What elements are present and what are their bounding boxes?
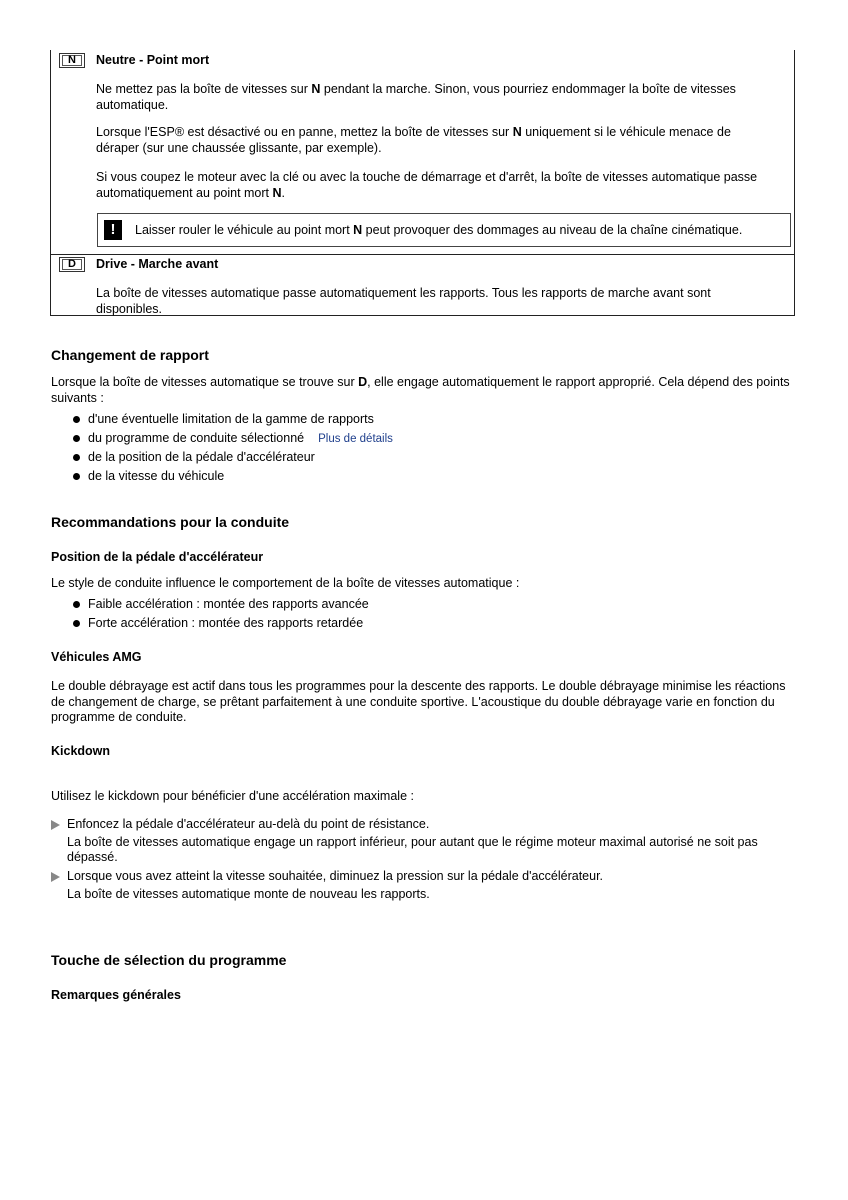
accel-heading: Position de la pédale d'accélérateur bbox=[51, 550, 264, 564]
amg-heading: Véhicules AMG bbox=[51, 650, 142, 664]
gear-n-badge-icon: N bbox=[59, 53, 85, 68]
driving-heading: Recommandations pour la conduite bbox=[51, 514, 290, 530]
list-item: Forte accélération : montée des rapports retardée bbox=[72, 616, 369, 635]
kickdown-step-2: Lorsque vous avez atteint la vitesse souhaitée, diminuez la pression sur la pédale d'accélérateur. La boîte de vitesses automatique monte de nouveau les rapports. bbox=[51, 869, 791, 902]
list-item: Faible accélération : montée des rapports avancée bbox=[72, 597, 369, 616]
step-arrow-icon bbox=[51, 820, 60, 830]
list-item: du programme de conduite sélectionné Plus de détails bbox=[72, 431, 393, 450]
drive-paragraph: La boîte de vitesses automatique passe automatiquement les rapports. Tous les rapports de marche avant sont disponibles. bbox=[96, 286, 711, 316]
neutral-paragraph-2: Lorsque l'ESP® est désactivé ou en panne, mettez la boîte de vitesses sur N uniquement si le véhicule menace de déraper (sur une chaussée glissante, par exemple). bbox=[96, 125, 731, 155]
kickdown-step-1: Enfoncez la pédale d'accélérateur au-delà du point de résistance. La boîte de vitesses automatique engage un rapport inférieur, pour autant que le régime moteur maximal autorisé ne soit pas dépassé. bbox=[51, 817, 791, 866]
neutral-paragraph-1: Ne mettez pas la boîte de vitesses sur N pendant la marche. Sinon, vous pourriez endommager la boîte de vitesses automatique. bbox=[96, 82, 736, 112]
gear-d-badge-icon: D bbox=[59, 257, 85, 272]
warning-icon: ! bbox=[104, 220, 122, 240]
warning-text: Laisser rouler le véhicule au point mort N peut provoquer des dommages au niveau de la chaîne cinématique. bbox=[135, 223, 743, 237]
neutral-paragraph-3: Si vous coupez le moteur avec la clé ou avec la touche de démarrage et d'arrêt, la boîte de vitesses automatique passe automatiquement au point mort N. bbox=[96, 170, 758, 200]
driveline-warning-box bbox=[97, 213, 791, 247]
accel-list bbox=[72, 597, 369, 635]
shift-intro: Lorsque la boîte de vitesses automatique se trouve sur D, elle engage automatiquement le rapport approprié. Cela dépend des points suivants : bbox=[51, 375, 790, 405]
accel-intro: Le style de conduite influence le comportement de la boîte de vitesses automatique : bbox=[51, 576, 520, 590]
row-divider bbox=[51, 254, 794, 255]
list-item: d'une éventuelle limitation de la gamme de rapports bbox=[72, 412, 393, 431]
list-item: de la vitesse du véhicule bbox=[72, 469, 393, 488]
gear-position-table bbox=[50, 50, 795, 316]
amg-text: Le double débrayage est actif dans tous les programmes pour la descente des rapports. Le double débrayage minimise les réactions de changement de charge, se prêtant parfaitement à une conduite sportive. L'acoustique du double débrayage varie en fonction du programme de conduite. bbox=[51, 679, 786, 724]
shift-factors-list bbox=[72, 412, 393, 488]
drive-title: Drive - Marche avant bbox=[96, 257, 219, 271]
shift-heading: Changement de rapport bbox=[51, 347, 209, 363]
neutral-title: Neutre - Point mort bbox=[96, 53, 210, 67]
list-item: de la position de la pédale d'accélérateur bbox=[72, 450, 393, 469]
more-details-link[interactable]: Plus de détails bbox=[318, 433, 393, 445]
program-subheading: Remarques générales bbox=[51, 988, 181, 1002]
step-arrow-icon bbox=[51, 872, 60, 882]
kickdown-intro: Utilisez le kickdown pour bénéficier d'une accélération maximale : bbox=[51, 789, 414, 803]
kickdown-heading: Kickdown bbox=[51, 744, 111, 758]
program-heading: Touche de sélection du programme bbox=[51, 952, 287, 968]
